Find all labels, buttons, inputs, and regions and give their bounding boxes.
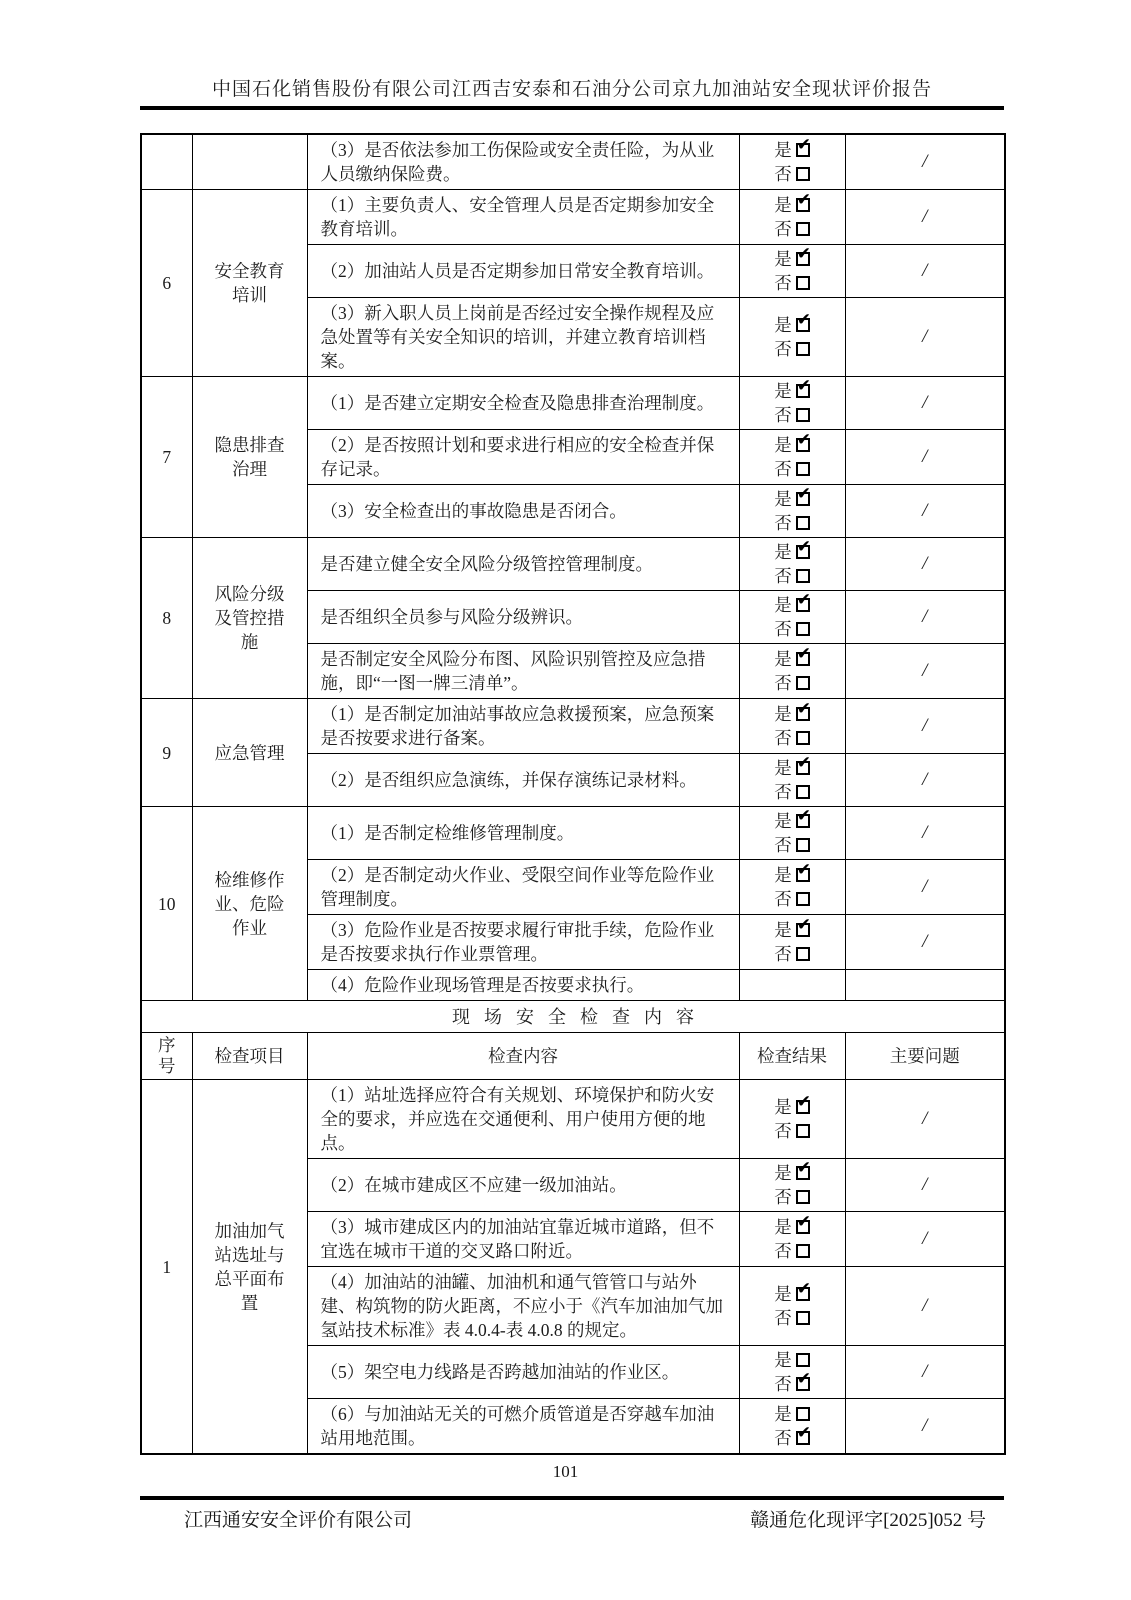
content-cell: （3）新入职人员上岗前是否经过安全操作规程及应急处置等有关安全知识的培训，并建立教育培训档案。 [307, 298, 739, 377]
problem-cell: / [845, 190, 1005, 245]
evaluation-company: 江西通安安全评价有限公司 [184, 1510, 413, 1531]
result-cell [739, 1212, 845, 1267]
no-result-line [740, 617, 845, 641]
project-cell: 风险分级及管控措施 [192, 538, 307, 699]
yes-result-line [740, 1348, 845, 1372]
project-cell: 安全教育培训 [192, 190, 307, 377]
yes-result-line [740, 809, 845, 833]
result-cell [739, 644, 845, 699]
content-cell: （5）架空电力线路是否跨越加油站的作业区。 [307, 1346, 739, 1399]
result-cell [739, 1080, 845, 1159]
yes-checkbox [796, 1353, 810, 1367]
result-cell [739, 134, 845, 190]
no-label: 否 [774, 164, 792, 184]
yes-result-line [740, 1402, 845, 1426]
table-row [141, 134, 1005, 190]
content-cell: （1）是否制定检维修管理制度。 [307, 807, 739, 860]
table-row [141, 1080, 1005, 1159]
no-label: 否 [774, 219, 792, 239]
management-check-rows [141, 134, 1005, 1001]
yes-result-line [740, 647, 845, 671]
no-label: 否 [774, 889, 792, 909]
problem-cell: / [845, 430, 1005, 485]
problem-cell: / [845, 298, 1005, 377]
problem-cell: / [845, 245, 1005, 298]
yes-checkbox [796, 761, 810, 775]
no-checkbox [796, 785, 810, 799]
no-label: 否 [774, 944, 792, 964]
page-footer [140, 1505, 1004, 1532]
no-label: 否 [774, 728, 792, 748]
yes-label: 是 [774, 381, 792, 401]
yes-result-line [740, 593, 845, 617]
result-cell [739, 1159, 845, 1212]
no-checkbox [796, 622, 810, 636]
no-result-line [740, 671, 845, 695]
content-cell: 是否建立健全安全风险分级管控管理制度。 [307, 538, 739, 591]
table-row [141, 807, 1005, 860]
problem-cell: / [845, 1346, 1005, 1399]
row-number-cell: 7 [141, 377, 192, 538]
page-number: 101 [552, 1462, 579, 1481]
problem-cell: / [845, 754, 1005, 807]
no-checkbox [796, 731, 810, 745]
no-result-line [740, 1185, 845, 1209]
result-cell [739, 245, 845, 298]
footer-rule [140, 1496, 1004, 1500]
yes-result-line [740, 313, 845, 337]
no-result-line [740, 1372, 845, 1396]
yes-label: 是 [774, 1163, 792, 1183]
row-number-cell: 6 [141, 190, 192, 377]
yes-label: 是 [774, 249, 792, 269]
content-cell: （4）加油站的油罐、加油机和通气管管口与站外建、构筑物的防火距离，不应小于《汽车加油加气加氢站技术标准》表 4.0.4-表 4.0.8 的规定。 [307, 1267, 739, 1346]
yes-label: 是 [774, 1350, 792, 1370]
safety-checklist-table [140, 133, 1006, 1455]
result-cell [739, 430, 845, 485]
problem-cell: / [845, 1399, 1005, 1455]
problem-cell: / [845, 538, 1005, 591]
result-cell [739, 807, 845, 860]
header-rule [140, 106, 1004, 110]
yes-label: 是 [774, 1284, 792, 1304]
yes-result-line [740, 247, 845, 271]
yes-label: 是 [774, 140, 792, 160]
yes-label: 是 [774, 542, 792, 562]
yes-label: 是 [774, 1097, 792, 1117]
column-header-no: 序号 [141, 1033, 192, 1080]
yes-checkbox [796, 252, 810, 266]
no-label: 否 [774, 619, 792, 639]
no-checkbox [796, 167, 810, 181]
content-cell: （2）是否制定动火作业、受限空间作业等危险作业管理制度。 [307, 860, 739, 915]
column-header-result: 检查结果 [739, 1033, 845, 1080]
project-cell: 加油加气站选址与总平面布置 [192, 1080, 307, 1455]
yes-label: 是 [774, 920, 792, 940]
table-row [141, 377, 1005, 430]
table-row [141, 699, 1005, 754]
problem-cell [845, 970, 1005, 1001]
yes-checkbox [796, 198, 810, 212]
content-cell: （3）危险作业是否按要求履行审批手续，危险作业是否按要求执行作业票管理。 [307, 915, 739, 970]
problem-cell: / [845, 807, 1005, 860]
no-result-line [740, 217, 845, 241]
yes-checkbox [796, 923, 810, 937]
no-checkbox [796, 222, 810, 236]
no-label: 否 [774, 673, 792, 693]
yes-label: 是 [774, 1404, 792, 1424]
yes-result-line [740, 1095, 845, 1119]
problem-cell: / [845, 134, 1005, 190]
column-header-problem: 主要问题 [845, 1033, 1005, 1080]
row-number-cell: 8 [141, 538, 192, 699]
yes-result-line [740, 193, 845, 217]
row-number-cell [141, 134, 192, 190]
no-result-line [740, 1119, 845, 1143]
content-cell: （6）与加油站无关的可燃介质管道是否穿越车加油站用地范围。 [307, 1399, 739, 1455]
yes-checkbox [796, 814, 810, 828]
yes-label: 是 [774, 595, 792, 615]
no-label: 否 [774, 273, 792, 293]
content-cell: （1）是否制定加油站事故应急救援预案，应急预案是否按要求进行备案。 [307, 699, 739, 754]
problem-cell: / [845, 1080, 1005, 1159]
no-checkbox [796, 1311, 810, 1325]
content-cell: （3）城市建成区内的加油站宜靠近城市道路，但不宜选在城市干道的交叉路口附近。 [307, 1212, 739, 1267]
yes-label: 是 [774, 195, 792, 215]
content-cell: （1）主要负责人、安全管理人员是否定期参加安全教育培训。 [307, 190, 739, 245]
no-checkbox [796, 1431, 810, 1445]
problem-cell: / [845, 860, 1005, 915]
content-cell: 是否组织全员参与风险分级辨识。 [307, 591, 739, 644]
site-check-header [141, 1001, 1005, 1080]
no-checkbox [796, 516, 810, 530]
table-row [141, 190, 1005, 245]
no-label: 否 [774, 1308, 792, 1328]
no-label: 否 [774, 339, 792, 359]
yes-result-line [740, 1282, 845, 1306]
row-number-cell: 1 [141, 1080, 192, 1455]
no-label: 否 [774, 459, 792, 479]
result-cell [739, 190, 845, 245]
no-checkbox [796, 1124, 810, 1138]
result-cell [739, 1267, 845, 1346]
yes-checkbox [796, 1166, 810, 1180]
content-cell: （2）加油站人员是否定期参加日常安全教育培训。 [307, 245, 739, 298]
yes-checkbox [796, 598, 810, 612]
yes-label: 是 [774, 649, 792, 669]
content-cell: （3）是否依法参加工伤保险或安全责任险，为从业人员缴纳保险费。 [307, 134, 739, 190]
no-result-line [740, 457, 845, 481]
no-label: 否 [774, 1187, 792, 1207]
yes-checkbox [796, 1407, 810, 1421]
no-checkbox [796, 569, 810, 583]
no-label: 否 [774, 405, 792, 425]
column-header-row [141, 1033, 1005, 1080]
yes-checkbox [796, 1100, 810, 1114]
no-checkbox [796, 462, 810, 476]
yes-checkbox [796, 707, 810, 721]
problem-cell: / [845, 1267, 1005, 1346]
problem-cell: / [845, 1212, 1005, 1267]
no-result-line [740, 1306, 845, 1330]
yes-result-line [740, 379, 845, 403]
column-header-project: 检查项目 [192, 1033, 307, 1080]
no-result-line [740, 403, 845, 427]
no-checkbox [796, 838, 810, 852]
problem-cell: / [845, 485, 1005, 538]
row-number-cell: 9 [141, 699, 192, 807]
project-cell: 应急管理 [192, 699, 307, 807]
problem-cell: / [845, 915, 1005, 970]
no-label: 否 [774, 1428, 792, 1448]
column-header-content: 检查内容 [307, 1033, 739, 1080]
content-cell: （2）是否按照计划和要求进行相应的安全检查并保存记录。 [307, 430, 739, 485]
yes-result-line [740, 863, 845, 887]
no-label: 否 [774, 1121, 792, 1141]
yes-checkbox [796, 868, 810, 882]
yes-result-line [740, 918, 845, 942]
no-result-line [740, 942, 845, 966]
content-cell: （3）安全检查出的事故隐患是否闭合。 [307, 485, 739, 538]
content-cell: （2）是否组织应急演练，并保存演练记录材料。 [307, 754, 739, 807]
content-cell: （1）是否建立定期安全检查及隐患排查治理制度。 [307, 377, 739, 430]
no-checkbox [796, 342, 810, 356]
yes-label: 是 [774, 704, 792, 724]
problem-cell: / [845, 377, 1005, 430]
no-checkbox [796, 947, 810, 961]
table-row [141, 538, 1005, 591]
yes-checkbox [796, 1220, 810, 1234]
no-result-line [740, 1426, 845, 1450]
result-cell [739, 377, 845, 430]
no-checkbox [796, 1190, 810, 1204]
yes-result-line [740, 756, 845, 780]
content-cell: （4）危险作业现场管理是否按要求执行。 [307, 970, 739, 1001]
no-checkbox [796, 892, 810, 906]
site-check-rows [141, 1080, 1005, 1455]
no-result-line [740, 337, 845, 361]
report-title: 中国石化销售股份有限公司江西吉安泰和石油分公司京九加油站安全现状评价报告 [211, 79, 932, 100]
result-cell [739, 485, 845, 538]
no-label: 否 [774, 1374, 792, 1394]
result-cell [739, 754, 845, 807]
section-title-row [141, 1001, 1005, 1033]
no-label: 否 [774, 513, 792, 533]
result-cell [739, 860, 845, 915]
yes-checkbox [796, 1287, 810, 1301]
yes-label: 是 [774, 435, 792, 455]
yes-label: 是 [774, 865, 792, 885]
result-cell [739, 970, 845, 1001]
no-label: 否 [774, 782, 792, 802]
no-checkbox [796, 1244, 810, 1258]
no-result-line [740, 511, 845, 535]
no-result-line [740, 162, 845, 186]
row-number-cell: 10 [141, 807, 192, 1001]
yes-label: 是 [774, 811, 792, 831]
yes-result-line [740, 433, 845, 457]
no-label: 否 [774, 1241, 792, 1261]
no-checkbox [796, 676, 810, 690]
yes-result-line [740, 487, 845, 511]
result-cell [739, 591, 845, 644]
section-title: 现场安全检查内容 [141, 1001, 1005, 1033]
project-cell: 隐患排查治理 [192, 377, 307, 538]
yes-checkbox [796, 384, 810, 398]
project-cell: 检维修作业、危险作业 [192, 807, 307, 1001]
no-label: 否 [774, 835, 792, 855]
yes-checkbox [796, 545, 810, 559]
project-cell [192, 134, 307, 190]
problem-cell: / [845, 591, 1005, 644]
content-cell: 是否制定安全风险分布图、风险识别管控及应急措施，即“一图一牌三清单”。 [307, 644, 739, 699]
no-checkbox [796, 276, 810, 290]
yes-checkbox [796, 652, 810, 666]
yes-result-line [740, 540, 845, 564]
yes-checkbox [796, 143, 810, 157]
no-result-line [740, 833, 845, 857]
no-result-line [740, 780, 845, 804]
problem-cell: / [845, 644, 1005, 699]
no-result-line [740, 564, 845, 588]
yes-label: 是 [774, 315, 792, 335]
yes-checkbox [796, 318, 810, 332]
yes-checkbox [796, 492, 810, 506]
result-cell [739, 915, 845, 970]
yes-result-line [740, 1215, 845, 1239]
result-cell [739, 1346, 845, 1399]
yes-result-line [740, 1161, 845, 1185]
result-cell [739, 538, 845, 591]
document-number: 赣通危化现评字[2025]052 号 [750, 1510, 986, 1531]
yes-result-line [740, 138, 845, 162]
no-result-line [740, 887, 845, 911]
problem-cell: / [845, 699, 1005, 754]
no-label: 否 [774, 566, 792, 586]
content-cell: （1）站址选择应符合有关规划、环境保护和防火安全的要求，并应选在交通便利、用户使用方便的地点。 [307, 1080, 739, 1159]
problem-cell: / [845, 1159, 1005, 1212]
result-cell [739, 298, 845, 377]
no-result-line [740, 271, 845, 295]
result-cell [739, 1399, 845, 1455]
yes-label: 是 [774, 1217, 792, 1237]
no-checkbox [796, 1377, 810, 1391]
no-checkbox [796, 408, 810, 422]
page-header [134, 78, 1010, 102]
no-result-line [740, 1239, 845, 1263]
yes-label: 是 [774, 758, 792, 778]
result-cell [739, 699, 845, 754]
content-cell: （2）在城市建成区不应建一级加油站。 [307, 1159, 739, 1212]
yes-label: 是 [774, 489, 792, 509]
no-result-line [740, 726, 845, 750]
yes-checkbox [796, 438, 810, 452]
yes-result-line [740, 702, 845, 726]
